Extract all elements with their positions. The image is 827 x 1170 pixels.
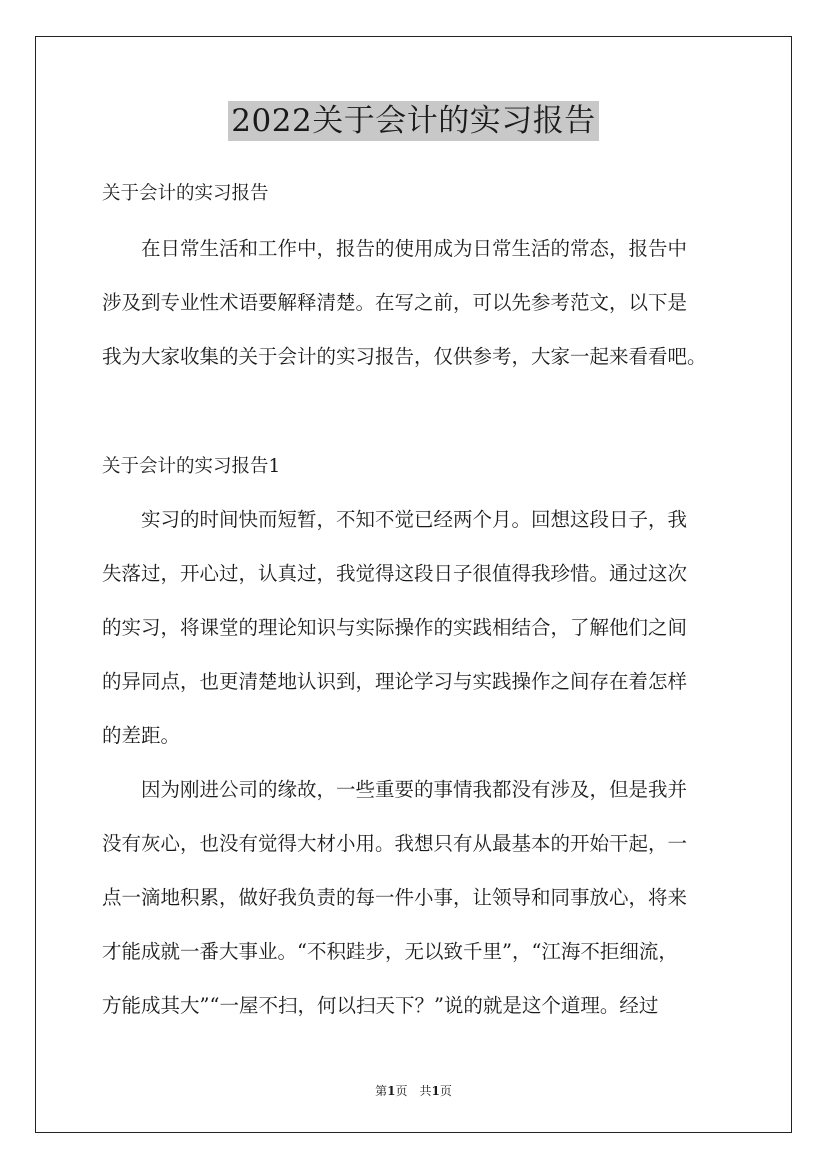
paragraph-line: 点一滴地积累，做好我负责的每一件小事，让领导和同事放心，将来 [102, 886, 688, 909]
page-footer [0, 1083, 827, 1099]
paragraph-line: 方能成其大”“一屋不扫，何以扫天下？”说的就是这个道理。经过 [102, 994, 659, 1017]
footer-page-mid: 页 共 [395, 1084, 432, 1098]
intro-line: 涉及到专业性术语要解释清楚。在写之前，可以先参考范文，以下是 [102, 291, 688, 314]
paragraph-line: 因为刚进公司的缘故，一些重要的事情我都没有涉及，但是我并 [102, 778, 688, 801]
footer-page-prefix: 第 [375, 1084, 388, 1098]
paragraph-line: 的差距。 [102, 724, 181, 747]
title-block [0, 101, 827, 141]
paragraph-line: 没有灰心，也没有觉得大材小用。我想只有从最基本的开始干起，一 [102, 832, 688, 855]
document-title: 2022关于会计的实习报告 [228, 101, 598, 141]
paragraph-line: 的实习，将课堂的理论知识与实际操作的实践相结合，了解他们之间 [102, 616, 688, 639]
intro-line: 在日常生活和工作中，报告的使用成为日常生活的常态，报告中 [102, 237, 688, 260]
footer-page-total: 1 [431, 1084, 440, 1098]
intro-line: 我为大家收集的关于会计的实习报告，仅供参考，大家一起来看看吧。 [102, 345, 707, 368]
paragraph-line: 才能成就一番大事业。“不积跬步，无以致千里”，“江海不拒细流， [102, 940, 678, 963]
document-subtitle: 关于会计的实习报告 [102, 183, 269, 204]
paragraph-line: 失落过，开心过，认真过，我觉得这段日子很值得我珍惜。通过这次 [102, 562, 688, 585]
footer-page-suffix: 页 [439, 1084, 452, 1098]
paragraph-line: 实习的时间快而短暂，不知不觉已经两个月。回想这段日子，我 [102, 508, 688, 531]
section-heading: 关于会计的实习报告1 [102, 456, 281, 477]
footer-page-number: 1 [387, 1084, 396, 1098]
paragraph-line: 的异同点，也更清楚地认识到，理论学习与实践操作之间存在着怎样 [102, 670, 688, 693]
